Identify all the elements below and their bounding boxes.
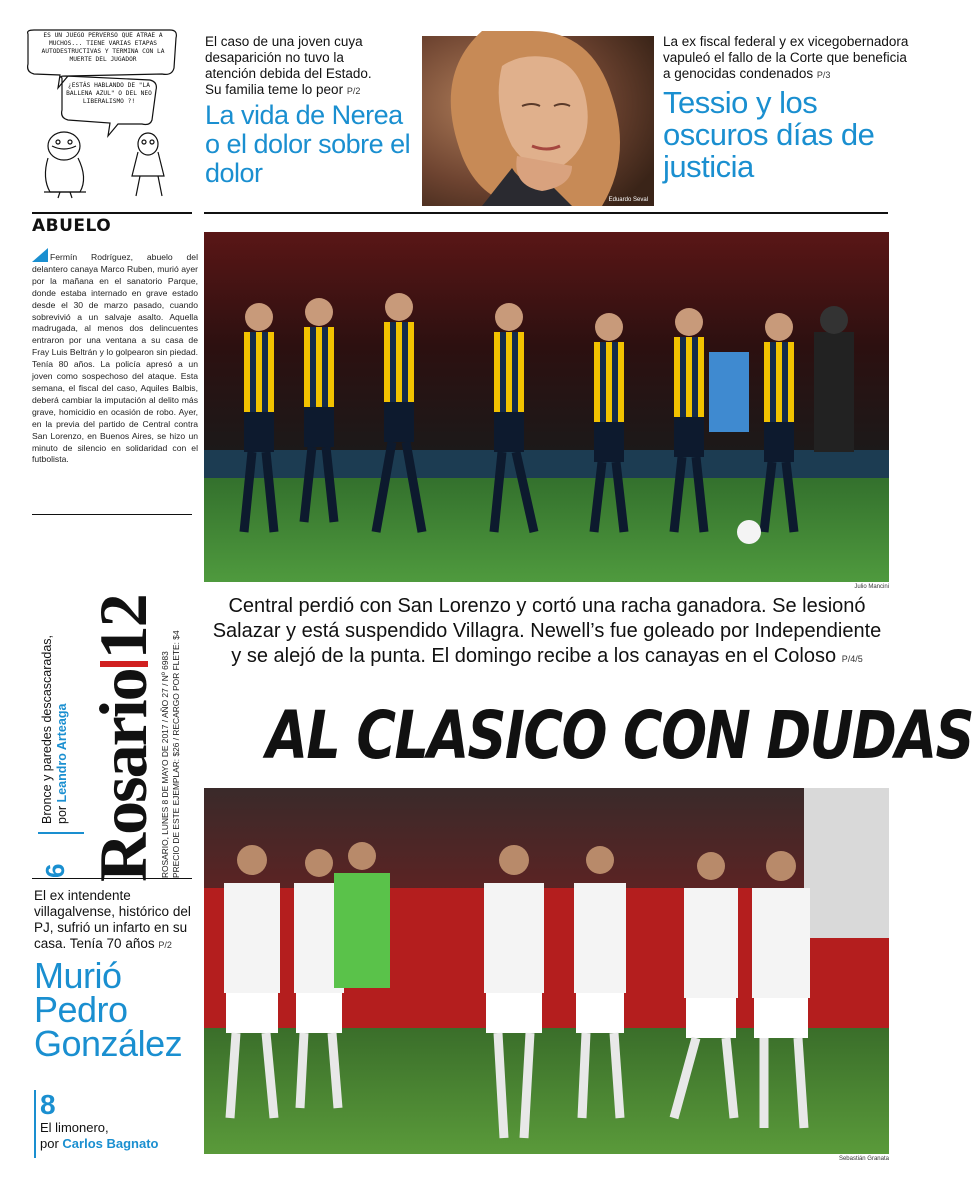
left-mid-divider — [32, 514, 192, 515]
newells-photo — [204, 788, 889, 1162]
lead-deck-text: Central perdió con San Lorenzo y cortó una racha ganadora. Se lesionó Salazar y está suspendido Villagra. Newell’s fue goleado por Independiente y se alejó de la punta. El domingo recibe a los canayas en el Coloso — [212, 595, 882, 667]
lead-headline[interactable]: AL CLASICO CON DUDAS — [266, 697, 973, 774]
story-tessio[interactable] — [663, 34, 918, 183]
story-tessio-kicker-text: La ex fiscal federal y ex vicegobernadora vapuleó el fallo de la Corte que beneficia a genocidas condenados — [663, 34, 909, 81]
central-photo-credit: Julio Mancini — [854, 584, 889, 590]
limonero-byline: Carlos Bagnato — [62, 1136, 159, 1151]
triangle-icon — [32, 248, 48, 262]
limonero-teaser[interactable] — [34, 1090, 204, 1152]
abuelo-brief[interactable] — [32, 216, 198, 466]
story-murio-page-ref: P/2 — [158, 940, 172, 950]
masthead-rotated — [34, 528, 194, 882]
story-tessio-headline[interactable]: Tessio y los oscuros días de justicia — [663, 85, 875, 184]
story-murio-kicker-text: El ex intendente villagalvense, histórico del PJ, sufrió un infarto en su casa. Tenía 70 años — [34, 888, 191, 951]
section-byline-prefix: por — [55, 805, 69, 824]
dateline-price: PRECIO DE ESTE EJEMPLAR: $26 / RECARGO POR FLETE: $4 — [171, 630, 181, 878]
limonero-text-wrap — [34, 1120, 204, 1152]
central-photo — [204, 232, 889, 590]
section-teaser-text: Bronce y paredes descascaradas, — [40, 635, 54, 824]
left-top-divider — [32, 212, 192, 214]
dateline-date: ROSARIO, LUNES 8 DE MAYO DE 2017 / AÑO 27 / Nº 6983 — [160, 651, 170, 878]
limonero-number: 8 — [40, 1089, 56, 1120]
story-murio-kicker — [34, 888, 204, 953]
masthead-block — [34, 528, 194, 882]
newells-photo-credit: Sebastián Granata — [838, 1156, 889, 1162]
cartoon-bubble-1: ES UN JUEGO PERVERSO QUE ATRAE A MUCHOS... TIENE VARIAS ETAPAS AUTODESTRUCTIVAS Y TERMINA CON LA MUERTE DEL JUGADOR — [41, 32, 165, 63]
dateline — [160, 528, 182, 878]
newells-players-image — [204, 788, 889, 1154]
section-teaser[interactable] — [40, 524, 70, 824]
editorial-cartoon — [22, 28, 182, 200]
tessio-photo — [422, 36, 654, 206]
story-murio[interactable] — [34, 888, 204, 1064]
tessio-photo-credit: Eduardo Seval — [608, 197, 648, 203]
limonero-text: El limonero, — [40, 1120, 109, 1135]
masthead-logo[interactable] — [85, 595, 161, 882]
limonero-separator — [34, 1090, 36, 1158]
tessio-portrait-image — [422, 36, 654, 206]
logo-bar — [100, 661, 148, 667]
abuelo-label: ABUELO — [32, 216, 112, 236]
top-divider — [204, 212, 888, 214]
story-nerea[interactable] — [205, 34, 415, 188]
section-byline: Leandro Arteaga — [55, 703, 69, 803]
cartoon-bubble-2: ¿ESTÁS HABLANDO DE "LA BALLENA AZUL" O DEL NEO LIBERALISMO ?! — [66, 82, 152, 105]
logo-right: 12 — [85, 595, 161, 660]
story-nerea-kicker — [205, 34, 375, 99]
abuelo-body: Fermín Rodríguez, abuelo del delantero canaya Marco Ruben, murió ayer por la mañana en el sanatorio Parque, donde estaba internado en grave estado desde el 30 de marzo pasado, cuando sobrevivió a un salvaje asalto. Aquella madrugada, al menos dos delincuentes entraron por una ventana a su casa de Fray Luis Beltrán y lo golpearon sin piedad. Tenía 80 años. La policía apresó a un joven como sospechoso del ataque. Esta semana, el fiscal del caso, Aquiles Balbis, deberá cambiar la imputación al delito más grave, homicidio en ocasión de robo. Ayer, en la previa del partido de Central contra San Lorenzo, en Buenos Aires, se hizo un minuto de silencio en solidaridad con el futbolista. — [32, 252, 198, 465]
logo-left: Rosario — [85, 669, 161, 882]
story-nerea-headline[interactable]: La vida de Nerea o el dolor sobre el dolor — [205, 100, 411, 188]
section-number: 6 — [40, 863, 70, 878]
limonero-byline-prefix: por — [40, 1136, 59, 1151]
central-players-image — [204, 232, 889, 582]
abuelo-body-wrap — [32, 248, 198, 466]
story-murio-headline[interactable]: Murió Pedro González — [34, 955, 183, 1064]
lead-page-ref: P/4/5 — [841, 654, 863, 664]
story-nerea-page-ref: P/2 — [346, 86, 361, 96]
section-separator — [38, 832, 84, 834]
story-nerea-kicker-text: El caso de una joven cuya desaparición no tuvo la atención debida del Estado. Su familia teme lo peor — [205, 34, 372, 97]
lead-deck — [212, 594, 882, 672]
story-tessio-page-ref: P/3 — [816, 70, 831, 80]
story-tessio-kicker — [663, 34, 918, 83]
